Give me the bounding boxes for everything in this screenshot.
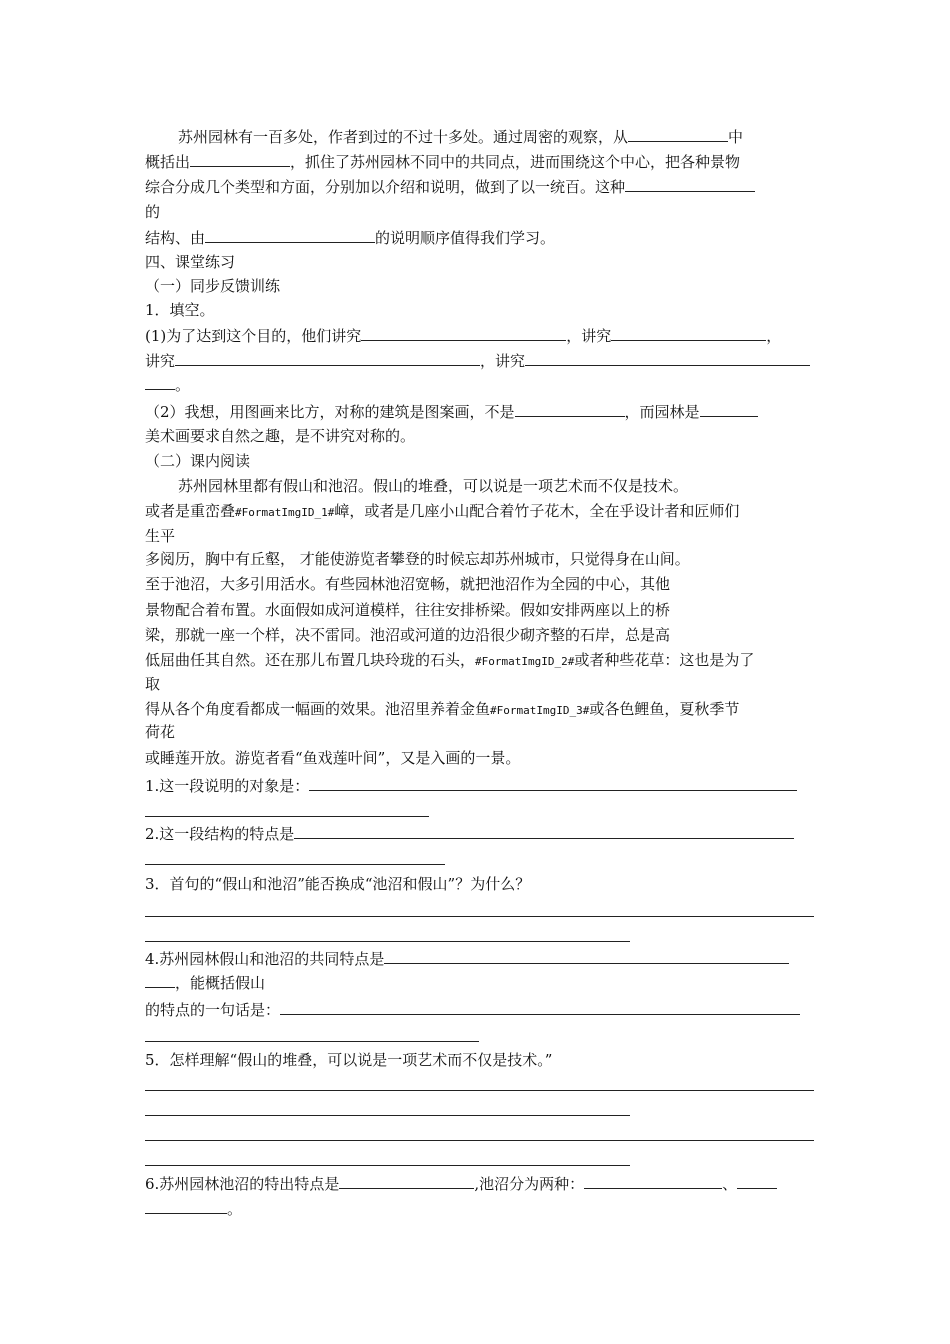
passage-line: 或睡莲开放。游览者看“鱼戏莲叶间”，又是入画的一景。 — [145, 749, 521, 767]
answer-line[interactable] — [145, 1165, 630, 1166]
question-6: 6.苏州园林池沼的特出特点是 ,池沼分为两种： 、 — [145, 1174, 777, 1194]
question-2: 2.这一段结构的特点是 — [145, 824, 794, 844]
question-1: 1.这一段说明的对象是： — [145, 776, 797, 796]
question-4: 4.苏州园林假山和池沼的共同特点是 — [145, 949, 789, 969]
answer-line[interactable] — [145, 1140, 814, 1141]
subsection-heading: （一）同步反馈训练 — [145, 277, 281, 295]
passage-line: 生平 — [145, 527, 176, 545]
question-4-cont: ，能概括假山 — [145, 973, 265, 993]
passage-line: 梁，那就一座一个样，决不雷同。池沼或河道的边沿很少砌齐整的石岸，总是高 — [145, 626, 671, 644]
passage-line: 至于池沼，大多引用活水。有些园林池沼宽畅，就把池沼作为全园的中心，其他 — [145, 575, 671, 593]
answer-blank[interactable] — [190, 152, 290, 167]
fill-line-4: （2）我想，用图画来比方，对称的建筑是图案画，不是 ，而园林是 — [145, 402, 758, 422]
passage-line: 取 — [145, 675, 161, 693]
answer-blank[interactable] — [361, 326, 566, 341]
para-line-1: 苏州园林有一百多处，作者到过的不过十多处。通过周密的观察，从 中 — [178, 128, 744, 146]
answer-line[interactable] — [145, 916, 814, 917]
para-line-3: 综合分成几个类型和方面，分别加以介绍和说明，做到了以一统百。这种 — [145, 177, 755, 197]
answer-blank[interactable] — [309, 776, 797, 791]
passage-line: 景物配合着布置。水面假如成河道模样，往往安排桥梁。假如安排两座以上的桥 — [145, 601, 671, 619]
para-line-5: 结构、由 的说明顺序值得我们学习。 — [145, 229, 556, 247]
passage-line: 低屈曲任其自然。还在那儿布置几块玲珑的石头，#FormatImgID_2#或者种些花草：这也是为了 — [145, 651, 755, 669]
question-6-cont: 。 — [145, 1199, 242, 1219]
answer-blank[interactable] — [628, 127, 728, 142]
answer-blank[interactable] — [145, 375, 175, 390]
answer-blank[interactable] — [280, 1000, 800, 1015]
fill-line-5: 美术画要求自然之趣，是不讲究对称的。 — [145, 427, 416, 445]
passage-line: 荷花 — [145, 723, 176, 741]
answer-blank[interactable] — [737, 1174, 777, 1189]
answer-blank[interactable] — [611, 326, 766, 341]
answer-blank[interactable] — [339, 1174, 474, 1189]
answer-line[interactable] — [145, 941, 630, 942]
answer-line[interactable] — [145, 1090, 814, 1091]
para-line-2: 概括出 ，抓住了苏州园林不同中的共同点，进而围绕这个中心，把各种景物 — [145, 153, 741, 171]
answer-blank[interactable] — [205, 228, 375, 243]
answer-blank[interactable] — [515, 402, 625, 417]
section-heading: 四、课堂练习 — [145, 253, 236, 271]
answer-blank[interactable] — [294, 824, 794, 839]
answer-blank[interactable] — [384, 949, 789, 964]
answer-blank[interactable] — [625, 177, 755, 192]
passage-line: 得从各个角度看都成一幅画的效果。池沼里养着金鱼#FormatImgID_3#或各色鲤鱼，夏秋季节 — [145, 700, 740, 718]
fill-line-2: 讲究 ，讲究 — [145, 351, 810, 371]
answer-blank[interactable] — [175, 351, 480, 366]
answer-blank[interactable] — [145, 973, 175, 988]
question-title: 1．填空。 — [145, 301, 215, 319]
passage-line: 苏州园林里都有假山和池沼。假山的堆叠，可以说是一项艺术而不仅是技术。 — [178, 477, 689, 495]
question-5: 5．怎样理解“假山的堆叠，可以说是一项艺术而不仅是技术。” — [145, 1051, 553, 1069]
fill-line-1: (1)为了达到这个目的，他们讲究 ，讲究 ， — [145, 327, 782, 345]
passage-line: 或者是重峦叠#FormatImgID_1#嶂，或者是几座小山配合着竹子花木，全在乎设计者和匠师们 — [145, 502, 740, 520]
answer-blank[interactable] — [145, 1199, 227, 1214]
answer-line[interactable] — [145, 1041, 479, 1042]
answer-blank[interactable] — [584, 1174, 722, 1189]
subsection-heading: （二）课内阅读 — [145, 452, 251, 470]
answer-blank[interactable] — [700, 402, 758, 417]
question-4-cont: 的特点的一句话是： — [145, 1000, 800, 1020]
fill-line-3: 。 — [145, 375, 190, 395]
answer-blank[interactable] — [525, 351, 810, 366]
passage-line: 多阅历，胸中有丘壑， 才能使游览者攀登的时候忘却苏州城市，只觉得身在山间。 — [145, 550, 690, 568]
answer-line[interactable] — [145, 1115, 630, 1116]
para-line-4: 的 — [145, 203, 161, 221]
answer-line[interactable] — [145, 864, 445, 865]
question-3: 3．首句的“假山和池沼”能否换成“池沼和假山”？为什么？ — [145, 875, 531, 893]
answer-line[interactable] — [145, 816, 429, 817]
